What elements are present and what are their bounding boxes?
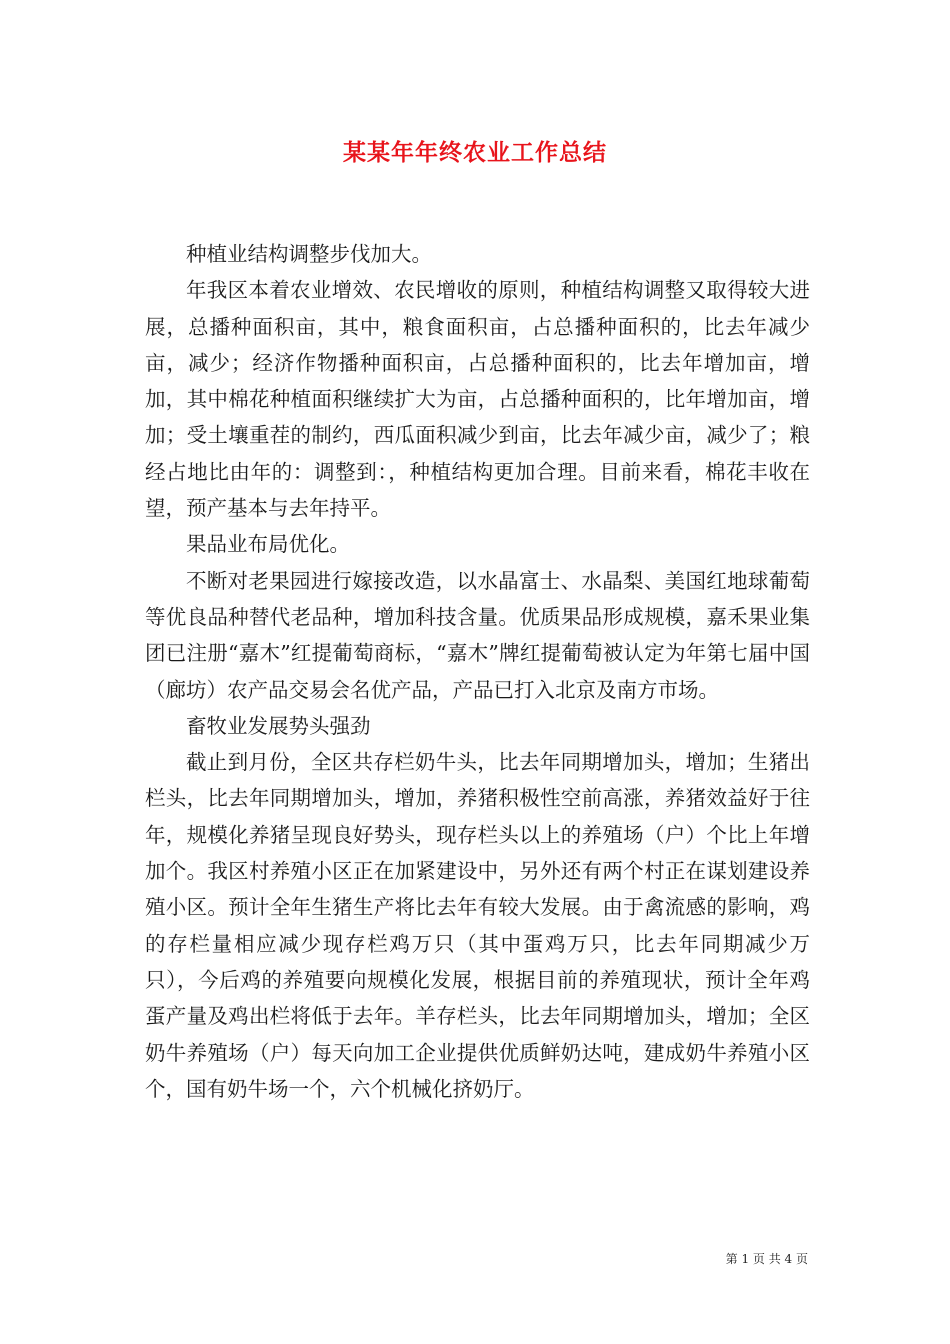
document-title: 某某年年终农业工作总结 [343, 139, 607, 166]
paragraph-planting-heading: 种植业结构调整步伐加大。 [186, 242, 432, 266]
paragraph-livestock-detail: 截止到月份，全区共存栏奶牛头，比去年同期增加头，增加；生猪出栏头，比去年同期增加头，增加，养猪积极性空前高涨，养猪效益好于往年，规模化养猪呈现良好势头，现存栏头以上的养殖场（户）个比上年增加个。我区村养殖小区正在加紧建设中，另外还有两个村正在谋划建设养殖小区。预计全年生猪生产将比去年有较大发展。由于禽流感的影响，鸡的存栏量相应减少现存栏鸡万只（其中蛋鸡万只，比去年同期减少万只），今后鸡的养殖要向规模化发展，根据目前的养殖现状，预计全年鸡蛋产量及鸡出栏将低于去年。羊存栏头，比去年同期增加头，增加；全区奶牛养殖场（户）每天向加工企业提供优质鲜奶达吨，建成奶牛养殖小区个，国有奶牛场一个，六个机械化挤奶厅。 [145, 750, 810, 1101]
paragraph-fruit-heading: 果品业布局优化。 [186, 532, 350, 557]
document-body [145, 236, 810, 1107]
paragraph-fruit-detail: 不断对老果园进行嫁接改造，以水晶富士、水晶梨、美国红地球葡萄等优良品种替代老品种，增加科技含量。优质果品形成规模，嘉禾果业集团已注册“嘉木”红提葡萄商标，“嘉木”牌红提葡萄被认定为年第七届中国（廊坊）农产品交易会名优产品，产品已打入北京及南方市场。 [145, 568, 810, 702]
page-number-footer: 第 1 页 共 4 页 [725, 1252, 808, 1266]
paragraph-livestock-heading: 畜牧业发展势头强劲 [186, 713, 371, 738]
paragraph-planting-detail: 年我区本着农业增效、农民增收的原则，种植结构调整又取得较大进展，总播种面积亩，其中，粮食面积亩，占总播种面积的，比去年减少亩，减少；经济作物播种面积亩，占总播种面积的，比去年增加亩，增加，其中棉花种植面积继续扩大为亩，占总播种面积的，比年增加亩，增加；受土壤重茬的制约，西瓜面积减少到亩，比去年减少亩，减少了；粮经占地比由年的：调整到：，种植结构更加合理。目前来看，棉花丰收在望，预产基本与去年持平。 [145, 278, 810, 521]
